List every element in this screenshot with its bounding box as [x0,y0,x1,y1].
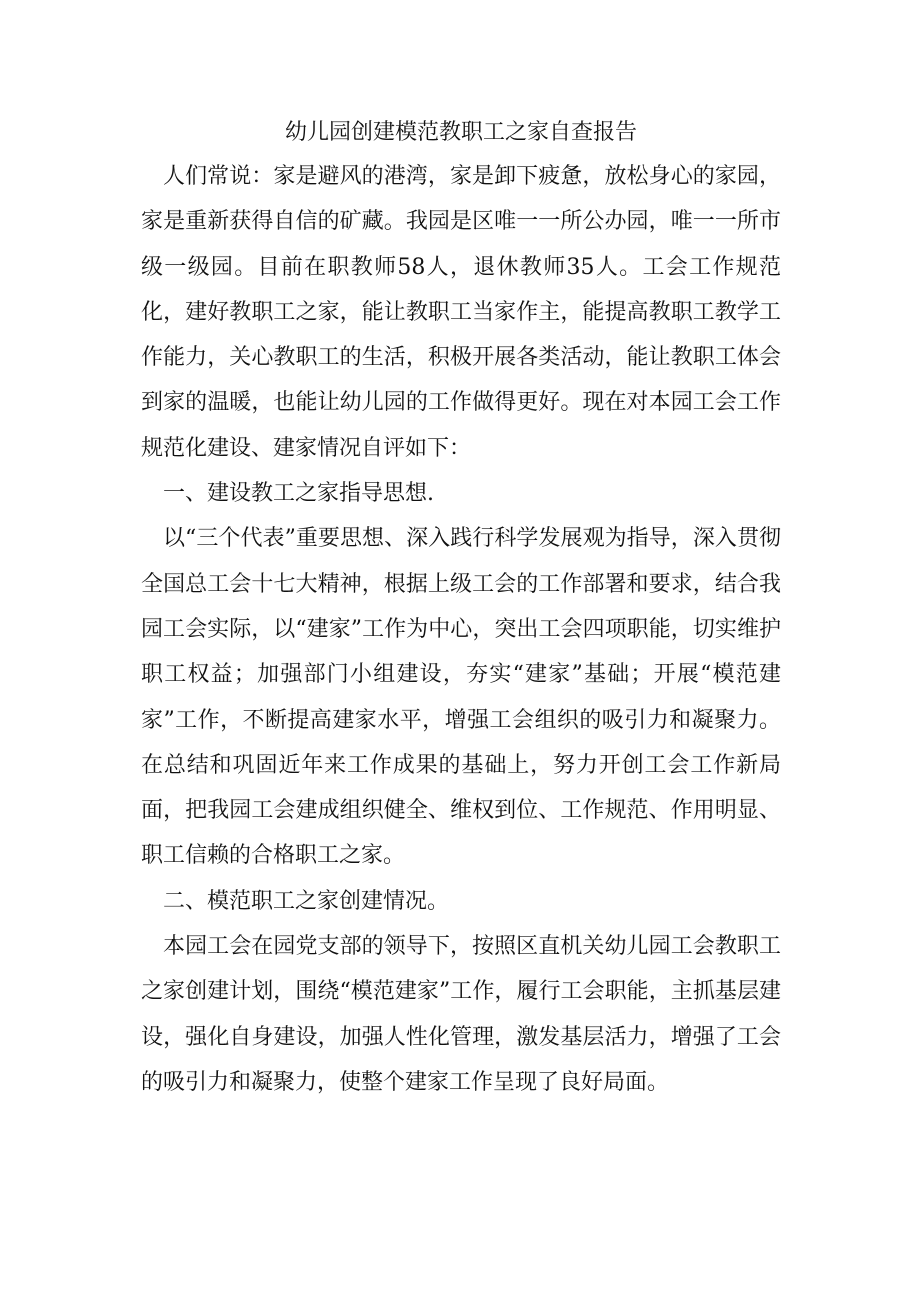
section-2-heading: 二、模范职工之家创建情况。 [163,888,450,914]
section-1-paragraph: 以“三个代表”重要思想、深入践行科学发展观为指导，深入贯彻全国总工会十七大精神，根据上级工会的工作部署和要求，结合我园工会实际，以“建家”工作为中心，突出工会四项职能，切实维护职工权益；加强部门小组建设，夯实“建家”基础；开展“模范建家”工作，不断提高建家水平，增强工会组织的吸引力和凝聚力。在总结和巩固近年来工作成果的基础上，努力开创工会工作新局面，把我园工会建成组织健全、维权到位、工作规范、作用明显、职工信赖的合格职工之家。 [141,526,781,869]
document-title: 幼儿园创建模范教职工之家自查报告 [284,120,637,145]
section-2-paragraph: 本园工会在园党支部的领导下，按照区直机关幼儿园工会教职工之家创建计划，围绕“模范建家”工作，履行工会职能，主抓基层建设，强化自身建设，加强人性化管理，激发基层活力，增强了工会的吸引力和凝聚力，使整个建家工作呈现了良好局面。 [141,934,781,1095]
document-page [141,111,781,1105]
section-1-heading: 一、建设教工之家指导思想. [163,481,434,507]
intro-paragraph: 人们常说：家是避风的港湾，家是卸下疲惫，放松身心的家园，家是重新获得自信的矿藏。我园是区唯一一所公办园，唯一一所市级一级园。目前在职教师58人，退休教师35人。工会工作规范化，建好教职工之家，能让教职工当家作主，能提高教职工教学工作能力，关心教职工的生活，积极开展各类活动，能让教职工体会到家的温暖，也能让幼儿园的工作做得更好。现在对本园工会工作规范化建设、建家情况自评如下： [141,164,781,461]
